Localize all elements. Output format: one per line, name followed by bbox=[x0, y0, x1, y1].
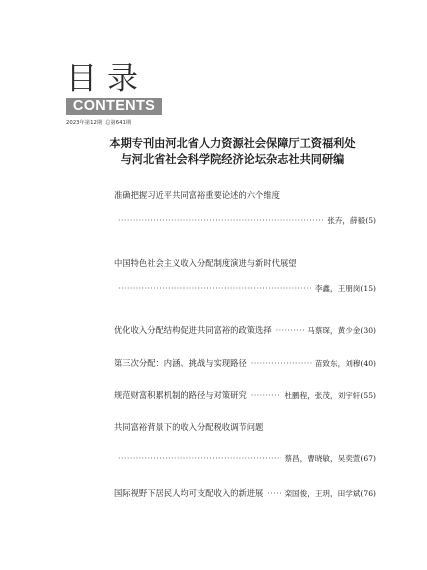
intro-line: 与河北省社会科学院经济论坛杂志社共同研编 bbox=[120, 152, 345, 166]
page-number: 40 bbox=[363, 359, 374, 368]
article-authors: 马蔡琛，黄少金(30) bbox=[307, 326, 376, 335]
dot-leader bbox=[118, 215, 324, 226]
page-number: 15 bbox=[363, 284, 374, 293]
dot-leader bbox=[267, 488, 281, 499]
page-number: 5 bbox=[368, 216, 374, 225]
toc-leader-line bbox=[114, 390, 376, 401]
article-title[interactable]: 中国特色社会主义收入分配制度演进与新时代展望 bbox=[114, 258, 297, 268]
toc-leader-line bbox=[114, 453, 376, 464]
article-title[interactable]: 规范财富积累机制的路径与对策研究 bbox=[114, 390, 247, 400]
dot-leader bbox=[118, 453, 281, 464]
page-number: 55 bbox=[363, 391, 374, 400]
article-title[interactable]: 第三次分配：内涵、挑战与实现路径 bbox=[114, 358, 247, 368]
page-number: 76 bbox=[363, 489, 374, 498]
toc-leader-line bbox=[114, 488, 376, 499]
toc-leader-line bbox=[114, 325, 376, 336]
article-authors: 苗致东，刘穆(40) bbox=[314, 359, 376, 368]
dot-leader bbox=[118, 283, 312, 294]
dot-leader bbox=[251, 358, 312, 369]
article-authors: 杜鹏程，张茂，刘宇轩(55) bbox=[284, 391, 376, 400]
article-authors: 栾国俊，王玥，田学斌(76) bbox=[284, 489, 376, 498]
article-title[interactable]: 共同富裕背景下的收入分配税收调节问题 bbox=[114, 422, 264, 432]
contents-banner: CONTENTS bbox=[66, 98, 162, 115]
total-issue-number: 总第641期 bbox=[105, 120, 132, 126]
page-number: 30 bbox=[363, 326, 374, 335]
dot-leader bbox=[251, 390, 282, 401]
toc-leader-line bbox=[114, 215, 376, 226]
article-title[interactable]: 国际视野下居民人均可支配收入的新进展 bbox=[114, 488, 264, 498]
issue-number: 2023年第12期 bbox=[66, 120, 103, 126]
toc-leader-line bbox=[114, 358, 376, 369]
article-authors: 张卉，薛毅(5) bbox=[327, 216, 376, 225]
toc-entry[interactable] bbox=[114, 358, 376, 369]
intro-line: 本期专刊由河北省人力资源社会保障厅工资福利处 bbox=[109, 136, 356, 150]
toc-entry[interactable] bbox=[114, 190, 376, 226]
page-number: 67 bbox=[363, 454, 374, 463]
toc-entry[interactable] bbox=[114, 422, 376, 464]
toc-entry[interactable] bbox=[114, 488, 376, 499]
toc-entry[interactable] bbox=[114, 325, 376, 336]
toc-header bbox=[66, 62, 176, 126]
article-authors: 李鑫，王朋岗(15) bbox=[314, 284, 376, 293]
toc-entry[interactable] bbox=[114, 258, 376, 294]
article-title[interactable]: 准确把握习近平共同富裕重要论述的六个维度 bbox=[114, 190, 280, 200]
article-title[interactable]: 优化收入分配结构促进共同富裕的政策选择 bbox=[114, 325, 272, 335]
page-title: 目录 bbox=[66, 61, 148, 97]
article-authors: 蔡昌，曹晓敏，吴奕萱(67) bbox=[284, 454, 376, 463]
dot-leader bbox=[276, 325, 305, 336]
issue-info bbox=[66, 118, 176, 126]
toc-entry[interactable] bbox=[114, 390, 376, 401]
toc-leader-line bbox=[114, 283, 376, 294]
issue-introduction bbox=[100, 135, 365, 167]
